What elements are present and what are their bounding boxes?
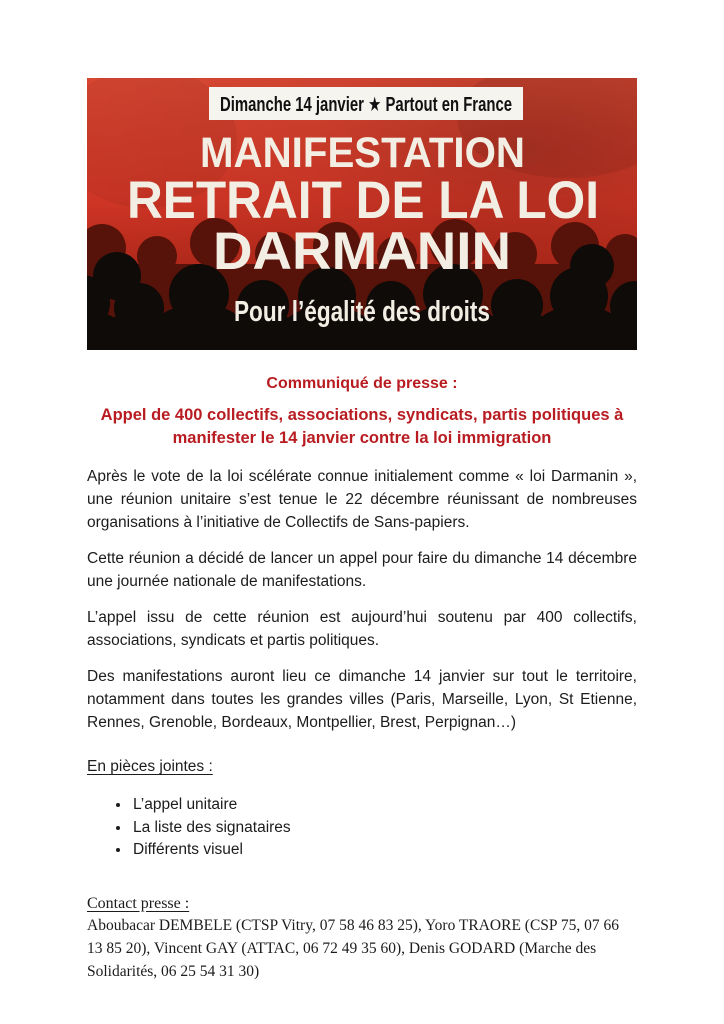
banner-date-text: Dimanche 14 janvier ★ Partout en France — [220, 94, 512, 116]
banner-title-line2: RETRAIT DE LA LOI — [127, 171, 599, 230]
press-release-kicker: Communiqué de presse : — [266, 375, 458, 392]
headline: Appel de 400 collectifs, associations, syndicats, partis politiques à manifester le 14 janvier contre la loi immigration — [100, 406, 624, 447]
contact-body: Aboubacar DEMBELE (CTSP Vitry, 07 58 46 83 25), Yoro TRAORE (CSP 75, 07 66 13 85 20), Vincent GAY (ATTAC, 06 72 49 35 60), Denis GODARD (Marche des Solidarités, 06 25 54 31 30) — [87, 916, 619, 980]
paragraph-2: Cette réunion a décidé de lancer un appel pour faire du dimanche 14 décembre une journée nationale de manifestations. — [87, 550, 637, 590]
banner-date-box — [209, 87, 523, 120]
attachments-list — [87, 794, 637, 862]
contact-heading: Contact presse : — [87, 894, 190, 912]
banner-tagline: Pour l’égalité des droits — [234, 296, 490, 328]
banner-title-line1: MANIFESTATION — [200, 129, 525, 177]
attachments-heading: En pièces jointes : — [87, 758, 213, 775]
attachment-item: • Différents visuel — [131, 839, 637, 862]
banner-title-line3: DARMANIN — [213, 222, 512, 281]
paragraph-1: Après le vote de la loi scélérate connue initialement comme « loi Darmanin », une réunion unitaire s’est tenue le 22 décembre réunissant de nombreuses organisations à l’initiative de Collectifs de Sans-papiers. — [87, 468, 637, 531]
attachment-item: • La liste des signataires — [131, 817, 637, 840]
poster-banner-image — [87, 78, 637, 350]
attachment-item: • L’appel unitaire — [131, 794, 637, 817]
poster-banner — [87, 78, 637, 350]
paragraph-4: Des manifestations auront lieu ce dimanche 14 janvier sur tout le territoire, notamment dans toutes les grandes villes (Paris, Marseille, Lyon, St Etienne, Rennes, Grenoble, Bordeaux, Montpellier, Brest, Perpignan…) — [87, 668, 637, 731]
paragraph-3: L’appel issu de cette réunion est aujourd’hui soutenu par 400 collectifs, associations, syndicats et partis politiques. — [87, 609, 637, 649]
